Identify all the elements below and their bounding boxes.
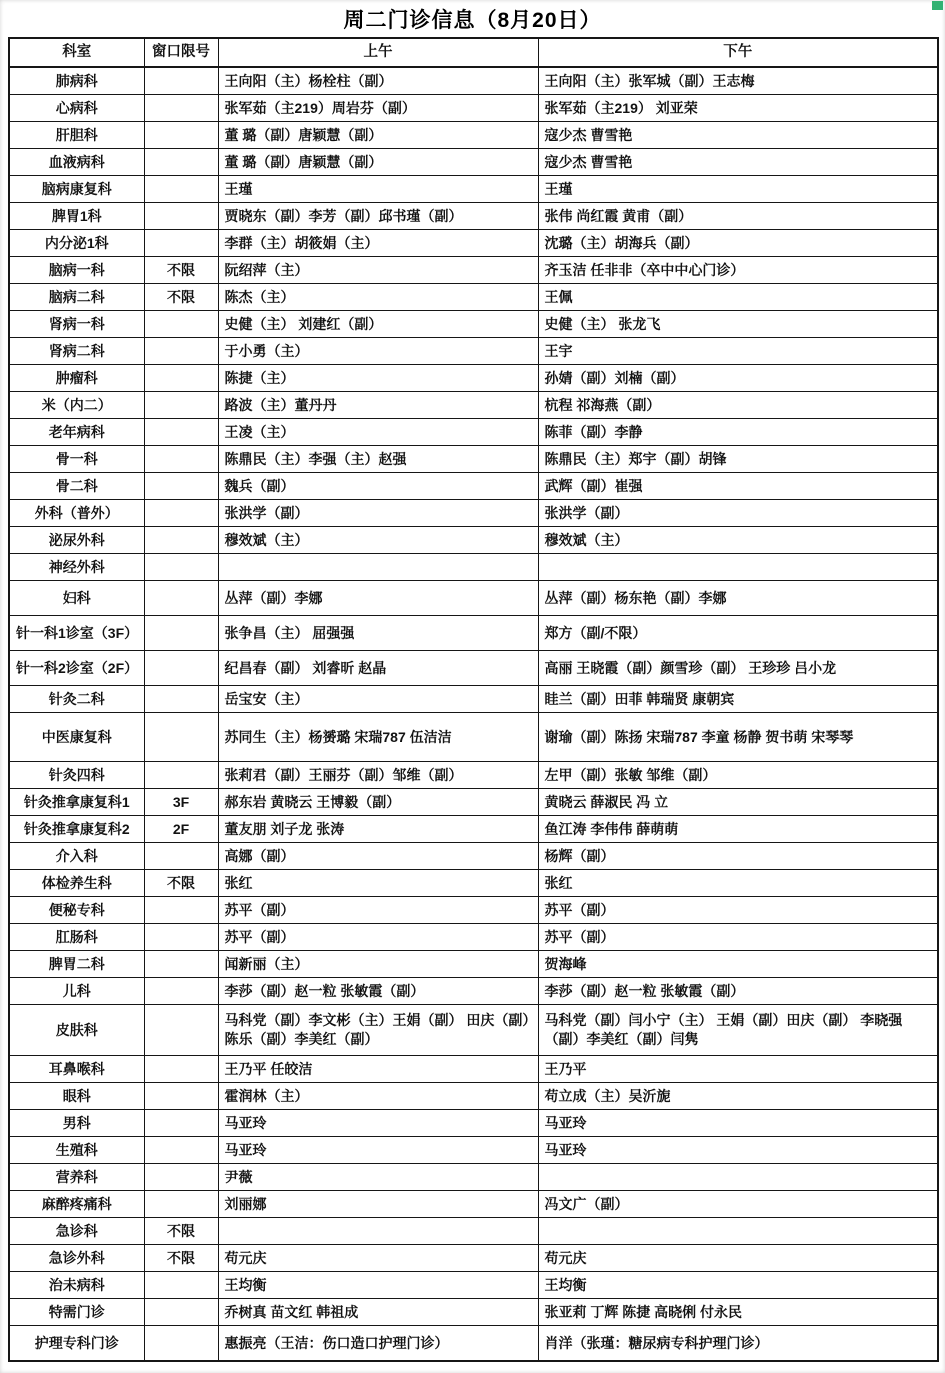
table-row: [9, 616, 938, 651]
am-cell: 岳宝安（主）: [218, 686, 538, 713]
dept-cell: 肝胆科: [9, 122, 144, 149]
limit-cell: [144, 1083, 218, 1110]
table-row: [9, 843, 938, 870]
am-cell: 纪昌春（副） 刘睿昕 赵晶: [218, 651, 538, 686]
dept-cell: 血液病科: [9, 149, 144, 176]
limit-cell: [144, 713, 218, 762]
table-row: [9, 311, 938, 338]
limit-cell: [144, 1191, 218, 1218]
pm-cell: 张军茹（主219） 刘亚荣: [538, 95, 938, 122]
am-cell: 张红: [218, 870, 538, 897]
pm-cell: 郑方（副/不限）: [538, 616, 938, 651]
limit-cell: [144, 1056, 218, 1083]
limit-cell: [144, 1110, 218, 1137]
limit-cell: [144, 686, 218, 713]
dept-cell: 肺病科: [9, 67, 144, 95]
am-cell: 丛萍（副）李娜: [218, 581, 538, 616]
table-row: [9, 713, 938, 762]
am-cell: 马亚玲: [218, 1137, 538, 1164]
pm-cell: 肖洋（张瑾：糖尿病专科护理门诊）: [538, 1326, 938, 1362]
am-cell: 于小勇（主）: [218, 338, 538, 365]
pm-cell: 贺海峰: [538, 951, 938, 978]
dept-cell: 针灸四科: [9, 762, 144, 789]
limit-cell: [144, 149, 218, 176]
am-cell: 董 璐（副）唐颖慧（副）: [218, 122, 538, 149]
pm-cell: 王宇: [538, 338, 938, 365]
dept-cell: 营养科: [9, 1164, 144, 1191]
limit-cell: [144, 651, 218, 686]
am-cell: 董 璐（副）唐颖慧（副）: [218, 149, 538, 176]
dept-cell: 介入科: [9, 843, 144, 870]
dept-cell: 眼科: [9, 1083, 144, 1110]
dept-cell: 脾胃1科: [9, 203, 144, 230]
limit-cell: [144, 95, 218, 122]
table-row: [9, 1272, 938, 1299]
table-row: [9, 978, 938, 1005]
dept-cell: 脾胃二科: [9, 951, 144, 978]
am-cell: 高娜（副）: [218, 843, 538, 870]
pm-cell: 张伟 尚红霞 黄甫（副）: [538, 203, 938, 230]
limit-cell: [144, 762, 218, 789]
limit-cell: [144, 67, 218, 95]
dept-cell: 米（内二）: [9, 392, 144, 419]
dept-cell: 治未病科: [9, 1272, 144, 1299]
limit-cell: [144, 554, 218, 581]
pm-cell: 李莎（副）赵一粒 张敏霞（副）: [538, 978, 938, 1005]
am-cell: 贾晓东（副）李芳（副）邱书瑾（副）: [218, 203, 538, 230]
am-cell: 惠振亮（王洁：伤口造口护理门诊）: [218, 1326, 538, 1362]
pm-cell: 王均衡: [538, 1272, 938, 1299]
table-row: [9, 651, 938, 686]
am-cell: 刘丽娜: [218, 1191, 538, 1218]
table-row: [9, 686, 938, 713]
table-row: [9, 1191, 938, 1218]
dept-cell: 耳鼻喉科: [9, 1056, 144, 1083]
dept-cell: 急诊科: [9, 1218, 144, 1245]
table-row: [9, 951, 938, 978]
table-row: [9, 392, 938, 419]
limit-cell: [144, 1299, 218, 1326]
am-cell: 陈杰（主）: [218, 284, 538, 311]
limit-cell: [144, 1164, 218, 1191]
dept-cell: 针一科1诊室（3F）: [9, 616, 144, 651]
dept-cell: 外科（普外）: [9, 500, 144, 527]
pm-cell: 史健（主） 张龙飞: [538, 311, 938, 338]
table-row: [9, 554, 938, 581]
table-row: [9, 816, 938, 843]
table-row: [9, 1299, 938, 1326]
am-cell: 路波（主）董丹丹: [218, 392, 538, 419]
limit-cell: [144, 843, 218, 870]
dept-cell: 针灸推拿康复科2: [9, 816, 144, 843]
am-cell: 苏同生（主）杨赟璐 宋瑞787 伍洁洁: [218, 713, 538, 762]
dept-cell: 麻醉疼痛科: [9, 1191, 144, 1218]
limit-cell: 3F: [144, 789, 218, 816]
am-cell: 张洪学（副）: [218, 500, 538, 527]
am-cell: 陈捷（主）: [218, 365, 538, 392]
table-row: [9, 581, 938, 616]
limit-cell: [144, 419, 218, 446]
dept-cell: 肿瘤科: [9, 365, 144, 392]
table-row: [9, 1083, 938, 1110]
am-cell: 马科党（副）李文彬（主）王娟（副） 田庆（副）陈乐（副）李美红（副）: [218, 1005, 538, 1056]
header-dept: 科室: [9, 38, 144, 67]
header-pm: 下午: [538, 38, 938, 67]
pm-cell: 陈菲（副）李静: [538, 419, 938, 446]
pm-cell: 寇少杰 曹雪艳: [538, 149, 938, 176]
table-row: [9, 284, 938, 311]
am-cell: 王瑾: [218, 176, 538, 203]
pm-cell: 左甲（副）张敏 邹维（副）: [538, 762, 938, 789]
dept-cell: 肛肠科: [9, 924, 144, 951]
pm-cell: 王向阳（主）张军城（副）王志梅: [538, 67, 938, 95]
dept-cell: 脑病二科: [9, 284, 144, 311]
am-cell: 史健（主） 刘建红（副）: [218, 311, 538, 338]
am-cell: 张争昌（主） 屈强强: [218, 616, 538, 651]
limit-cell: [144, 1272, 218, 1299]
pm-cell: 穆效斌（主）: [538, 527, 938, 554]
dept-cell: 急诊外科: [9, 1245, 144, 1272]
pm-cell: 黄晓云 薛淑民 冯 立: [538, 789, 938, 816]
limit-cell: [144, 122, 218, 149]
table-row: [9, 419, 938, 446]
dept-cell: 针灸二科: [9, 686, 144, 713]
am-cell: 闻新丽（主）: [218, 951, 538, 978]
dept-cell: 脑病一科: [9, 257, 144, 284]
pm-cell: 杨辉（副）: [538, 843, 938, 870]
pm-cell: 张红: [538, 870, 938, 897]
table-row: [9, 527, 938, 554]
page-title: 周二门诊信息（8月20日）: [343, 9, 602, 32]
limit-cell: 不限: [144, 257, 218, 284]
table-row: [9, 1137, 938, 1164]
pm-cell: 高丽 王晓霞（副）颜雪珍（副） 王珍珍 吕小龙: [538, 651, 938, 686]
limit-cell: [144, 924, 218, 951]
dept-cell: 特需门诊: [9, 1299, 144, 1326]
pm-cell: [538, 1164, 938, 1191]
pm-cell: 眭兰（副）田菲 韩瑞贤 康朝宾: [538, 686, 938, 713]
header-limit: 窗口限号: [144, 38, 218, 67]
limit-cell: [144, 581, 218, 616]
dept-cell: 便秘专科: [9, 897, 144, 924]
am-cell: 王凌（主）: [218, 419, 538, 446]
am-cell: 张莉君（副）王丽芬（副）邹维（副）: [218, 762, 538, 789]
am-cell: 阮绍萍（主）: [218, 257, 538, 284]
pm-cell: [538, 554, 938, 581]
dept-cell: 针一科2诊室（2F）: [9, 651, 144, 686]
limit-cell: [144, 527, 218, 554]
limit-cell: [144, 311, 218, 338]
table-row: [9, 365, 938, 392]
table-row: [9, 149, 938, 176]
pm-cell: 丛萍（副）杨东艳（副）李娜: [538, 581, 938, 616]
am-cell: 李群（主）胡筱娟（主）: [218, 230, 538, 257]
table-row: [9, 122, 938, 149]
pm-cell: 杭程 祁海燕（副）: [538, 392, 938, 419]
dept-cell: 泌尿外科: [9, 527, 144, 554]
limit-cell: [144, 338, 218, 365]
pm-cell: 齐玉洁 任非非（卒中中心门诊）: [538, 257, 938, 284]
pm-cell: 孙婧（副）刘楠（副）: [538, 365, 938, 392]
pm-cell: 谢瑜（副）陈扬 宋瑞787 李童 杨静 贺书萌 宋琴琴: [538, 713, 938, 762]
table-row: [9, 924, 938, 951]
schedule-table: [8, 37, 939, 1362]
am-cell: 苟元庆: [218, 1245, 538, 1272]
am-cell: 张军茹（主219）周岩芬（副）: [218, 95, 538, 122]
am-cell: 魏兵（副）: [218, 473, 538, 500]
pm-cell: 张亚莉 丁辉 陈捷 高晓俐 付永民: [538, 1299, 938, 1326]
pm-cell: 马科党（副）闫小宁（主） 王娟（副）田庆（副） 李晓强（副）李美红（副）闫隽: [538, 1005, 938, 1056]
table-row: [9, 67, 938, 95]
table-row: [9, 1326, 938, 1362]
dept-cell: 儿科: [9, 978, 144, 1005]
table-row: [9, 762, 938, 789]
am-cell: [218, 554, 538, 581]
limit-cell: [144, 616, 218, 651]
pm-cell: 张洪学（副）: [538, 500, 938, 527]
am-cell: 王均衡: [218, 1272, 538, 1299]
limit-cell: [144, 446, 218, 473]
table-row: [9, 95, 938, 122]
header-am: 上午: [218, 38, 538, 67]
limit-cell: [144, 203, 218, 230]
pm-cell: 苟元庆: [538, 1245, 938, 1272]
table-row: [9, 789, 938, 816]
table-row: [9, 870, 938, 897]
dept-cell: 老年病科: [9, 419, 144, 446]
pm-cell: 苟立成（主）吴沂旎: [538, 1083, 938, 1110]
dept-cell: 妇科: [9, 581, 144, 616]
pm-cell: 马亚玲: [538, 1137, 938, 1164]
dept-cell: 神经外科: [9, 554, 144, 581]
dept-cell: 生殖科: [9, 1137, 144, 1164]
pm-cell: 苏平（副）: [538, 897, 938, 924]
limit-cell: 不限: [144, 1245, 218, 1272]
pm-cell: [538, 1218, 938, 1245]
limit-cell: 不限: [144, 1218, 218, 1245]
limit-cell: [144, 473, 218, 500]
corner-mark: [932, 1, 943, 10]
table-row: [9, 1110, 938, 1137]
dept-cell: 皮肤科: [9, 1005, 144, 1056]
table-row: [9, 1245, 938, 1272]
limit-cell: [144, 1137, 218, 1164]
table-row: [9, 897, 938, 924]
am-cell: 霍润林（主）: [218, 1083, 538, 1110]
dept-cell: 心病科: [9, 95, 144, 122]
am-cell: 王乃平 任皎洁: [218, 1056, 538, 1083]
am-cell: 尹薇: [218, 1164, 538, 1191]
table-row: [9, 176, 938, 203]
limit-cell: [144, 897, 218, 924]
table-row: [9, 1164, 938, 1191]
dept-cell: 男科: [9, 1110, 144, 1137]
table-row: [9, 230, 938, 257]
limit-cell: [144, 176, 218, 203]
limit-cell: [144, 978, 218, 1005]
limit-cell: 2F: [144, 816, 218, 843]
limit-cell: [144, 1326, 218, 1362]
pm-cell: 马亚玲: [538, 1110, 938, 1137]
am-cell: 苏平（副）: [218, 897, 538, 924]
dept-cell: 肾病一科: [9, 311, 144, 338]
pm-cell: 武辉（副）崔强: [538, 473, 938, 500]
pm-cell: 寇少杰 曹雪艳: [538, 122, 938, 149]
limit-cell: [144, 951, 218, 978]
table-row: [9, 473, 938, 500]
pm-cell: 冯文广（副）: [538, 1191, 938, 1218]
header-row: [9, 38, 938, 67]
am-cell: 郝东岩 黄晓云 王博毅（副）: [218, 789, 538, 816]
dept-cell: 护理专科门诊: [9, 1326, 144, 1362]
am-cell: 马亚玲: [218, 1110, 538, 1137]
am-cell: 王向阳（主）杨栓柱（副）: [218, 67, 538, 95]
pm-cell: 陈鼎民（主）郑宇（副）胡锋: [538, 446, 938, 473]
pm-cell: 鱼江涛 李伟伟 薛萌萌: [538, 816, 938, 843]
table-row: [9, 203, 938, 230]
dept-cell: 体检养生科: [9, 870, 144, 897]
table-row: [9, 338, 938, 365]
am-cell: 苏平（副）: [218, 924, 538, 951]
am-cell: 董友朋 刘子龙 张涛: [218, 816, 538, 843]
limit-cell: [144, 392, 218, 419]
am-cell: 陈鼎民（主）李强（主）赵强: [218, 446, 538, 473]
dept-cell: 针灸推拿康复科1: [9, 789, 144, 816]
limit-cell: [144, 1005, 218, 1056]
table-row: [9, 257, 938, 284]
table-row: [9, 500, 938, 527]
am-cell: [218, 1218, 538, 1245]
dept-cell: 中医康复科: [9, 713, 144, 762]
dept-cell: 骨二科: [9, 473, 144, 500]
dept-cell: 脑病康复科: [9, 176, 144, 203]
table-row: [9, 446, 938, 473]
table-row: [9, 1005, 938, 1056]
limit-cell: [144, 500, 218, 527]
am-cell: 乔树真 苗文红 韩祖成: [218, 1299, 538, 1326]
limit-cell: [144, 230, 218, 257]
am-cell: 穆效斌（主）: [218, 527, 538, 554]
am-cell: 李莎（副）赵一粒 张敏霞（副）: [218, 978, 538, 1005]
dept-cell: 内分泌1科: [9, 230, 144, 257]
dept-cell: 肾病二科: [9, 338, 144, 365]
pm-cell: 王佩: [538, 284, 938, 311]
pm-cell: 苏平（副）: [538, 924, 938, 951]
dept-cell: 骨一科: [9, 446, 144, 473]
table-row: [9, 1056, 938, 1083]
table-row: [9, 1218, 938, 1245]
limit-cell: 不限: [144, 870, 218, 897]
pm-cell: 王乃平: [538, 1056, 938, 1083]
pm-cell: 王瑾: [538, 176, 938, 203]
limit-cell: [144, 365, 218, 392]
pm-cell: 沈璐（主）胡海兵（副）: [538, 230, 938, 257]
limit-cell: 不限: [144, 284, 218, 311]
